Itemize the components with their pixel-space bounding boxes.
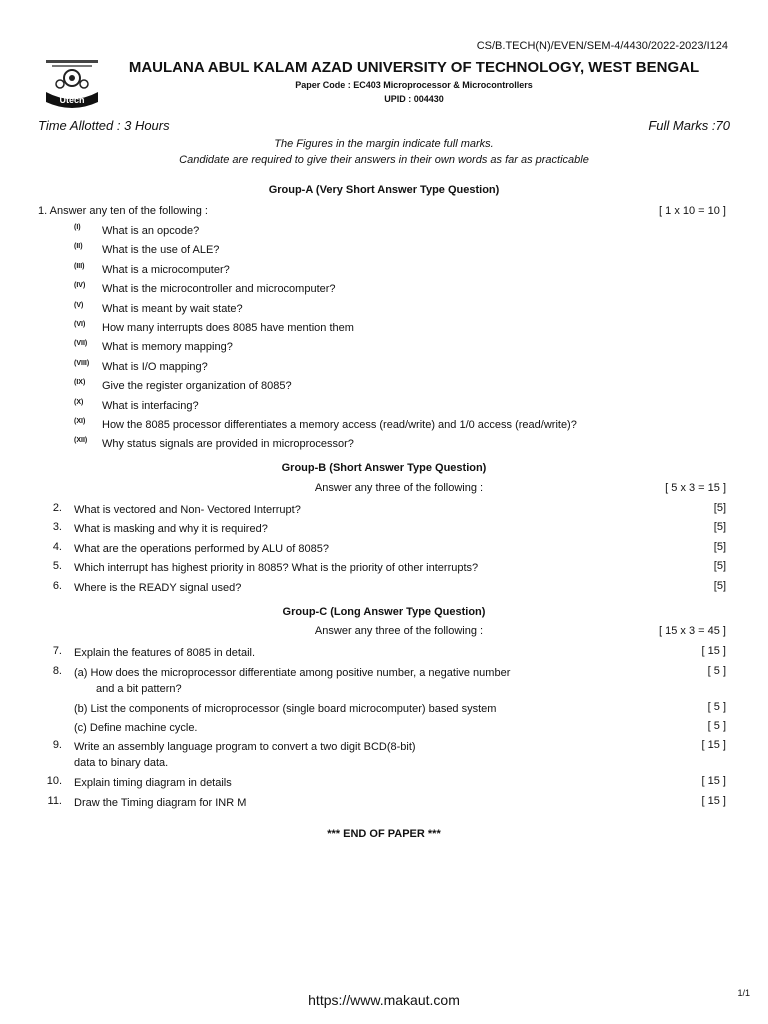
short-question: What is I/O mapping?	[102, 360, 208, 373]
roman-numeral: (VI)	[74, 321, 86, 328]
short-question: What is memory mapping?	[102, 341, 233, 354]
short-question: What is a microcomputer?	[102, 263, 230, 276]
question-number: 3.	[52, 521, 62, 533]
question-number: 11.	[47, 795, 62, 807]
question-text: (b) List the components of microprocessor (single board microcomputer) based system	[74, 703, 497, 715]
short-question: What is interfacing?	[102, 399, 199, 412]
question-number: 8.	[52, 665, 62, 677]
question-text: and a bit pattern?	[96, 683, 182, 695]
short-question: How the 8085 processor differentiates a memory access (read/write) and 1/0 access (read/write)?	[102, 419, 577, 431]
roman-numeral: (VII)	[74, 340, 88, 348]
question-marks: [5]	[713, 541, 726, 553]
question-marks: [5]	[713, 521, 726, 533]
paper-reference-code: CS/B.TECH(N)/EVEN/SEM-4/4430/2022-2023/I124	[476, 40, 728, 52]
question-number: 10.	[46, 775, 62, 787]
roman-numeral: (I)	[74, 224, 81, 231]
question-text: Where is the READY signal used?	[74, 582, 242, 594]
question-text: Write an assembly language program to convert a two digit BCD(8-bit)	[74, 741, 416, 753]
roman-numeral: (X)	[74, 398, 84, 406]
question-marks: [ 15 ]	[701, 775, 726, 787]
question-1: 1. Answer any ten of the following :	[38, 205, 208, 217]
university-name: MAULANA ABUL KALAM AZAD UNIVERSITY OF TECHNOLOGY, WEST BENGAL	[128, 59, 700, 76]
end-of-paper: *** END OF PAPER ***	[327, 828, 441, 840]
question-text: Draw the Timing diagram for INR M	[74, 797, 247, 809]
question-marks: [5]	[713, 502, 726, 514]
candidate-note: Candidate are required to give their answers in their own words as far as practicable	[179, 154, 589, 166]
question-text: What are the operations performed by ALU of 8085?	[74, 543, 329, 555]
question-marks: [ 5 ]	[707, 701, 726, 713]
question-text: data to binary data.	[74, 757, 169, 769]
time-allotted: Time Allotted : 3 Hours	[38, 118, 170, 133]
roman-numeral: (III)	[74, 262, 85, 270]
short-question: What is the microcontroller and microcomputer?	[102, 283, 336, 296]
logo-text: Utech	[59, 95, 85, 105]
question-marks: [5]	[713, 560, 726, 572]
short-question: Give the register organization of 8085?	[102, 380, 292, 393]
question-text: What is masking and why it is required?	[74, 523, 268, 535]
question-marks: [ 5 ]	[707, 720, 726, 732]
website-link[interactable]: https://www.makaut.com	[308, 992, 460, 1008]
question-marks: [ 15 ]	[701, 795, 726, 807]
question-text: Explain the features of 8085 in detail.	[74, 647, 256, 659]
question-marks: [ 15 ]	[701, 645, 726, 657]
paper-code: Paper Code : EC403 Microprocessor & Microcontrollers	[295, 80, 533, 90]
question-number: 9.	[52, 739, 62, 751]
roman-numeral: (VIII)	[74, 359, 90, 367]
short-question: What is an opcode?	[102, 225, 200, 237]
upid: UPID : 004430	[384, 94, 444, 104]
roman-numeral: (XII)	[74, 437, 88, 445]
question-marks: [ 5 ]	[707, 665, 726, 677]
question-text: (a) How does the microprocessor differentiate among positive number, a negative number	[74, 667, 511, 679]
group-c-marks: [ 15 x 3 = 45 ]	[659, 625, 726, 637]
group-a-title: Group-A (Very Short Answer Type Question)	[268, 184, 500, 196]
group-c-title: Group-C (Long Answer Type Question)	[282, 606, 486, 618]
group-a-marks: [ 1 x 10 = 10 ]	[659, 205, 726, 217]
short-question: How many interrupts does 8085 have mention them	[102, 322, 354, 334]
group-b-marks: [ 5 x 3 = 15 ]	[665, 482, 726, 494]
margin-note: The Figures in the margin indicate full marks.	[274, 138, 494, 150]
group-c-instruction: Answer any three of the following :	[314, 625, 484, 637]
question-number: 7.	[52, 645, 62, 657]
group-b-instruction: Answer any three of the following :	[314, 482, 484, 494]
question-number: 5.	[52, 560, 62, 572]
question-number: 4.	[52, 541, 62, 553]
roman-numeral: (IV)	[74, 282, 86, 290]
question-number: 6.	[52, 580, 62, 592]
page-number: 1/1	[737, 988, 750, 998]
question-text: What is vectored and Non- Vectored Interrupt?	[74, 504, 301, 516]
question-text: Which interrupt has highest priority in 8085? What is the priority of other interrupts?	[74, 562, 479, 574]
short-question: What is the use of ALE?	[102, 244, 220, 257]
question-marks: [5]	[713, 580, 726, 592]
full-marks: Full Marks :70	[648, 118, 730, 133]
question-text: Explain timing diagram in details	[74, 777, 232, 789]
question-marks: [ 15 ]	[701, 739, 726, 751]
short-question: Why status signals are provided in microprocessor?	[102, 438, 354, 451]
roman-numeral: (II)	[74, 243, 83, 251]
roman-numeral: (V)	[74, 301, 84, 309]
question-text: (c) Define machine cycle.	[74, 722, 198, 734]
question-number: 2.	[52, 502, 62, 514]
roman-numeral: (IX)	[74, 379, 86, 387]
roman-numeral: (XI)	[74, 418, 86, 425]
short-question: What is meant by wait state?	[102, 302, 243, 315]
group-b-title: Group-B (Short Answer Type Question)	[281, 462, 487, 474]
